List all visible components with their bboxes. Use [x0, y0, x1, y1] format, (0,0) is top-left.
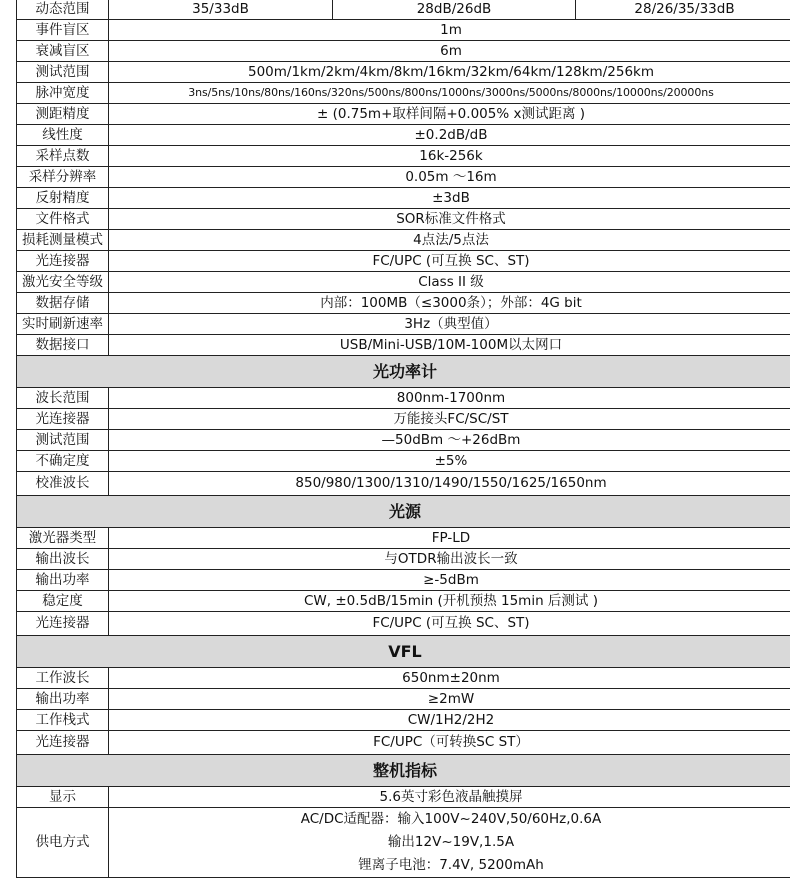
spec-label: 光连接器	[17, 731, 109, 755]
spec-label: 数据接口	[17, 335, 109, 356]
spec-row	[17, 0, 790, 20]
spec-label: 光连接器	[17, 612, 109, 636]
spec-label: 输出波长	[17, 549, 109, 570]
spec-label: 文件格式	[17, 209, 109, 230]
section-title: VFL	[17, 636, 790, 668]
spec-row	[17, 388, 790, 409]
spec-row	[17, 549, 790, 570]
spec-label: 衰减盲区	[17, 41, 109, 62]
spec-row	[17, 472, 790, 496]
section-title: 整机指标	[17, 755, 790, 787]
spec-row	[17, 409, 790, 430]
spec-label: 线性度	[17, 125, 109, 146]
spec-row	[17, 591, 790, 612]
spec-label: 实时刷新速率	[17, 314, 109, 335]
spec-value: 650nm±20nm	[109, 668, 790, 689]
spec-value: 500m/1km/2km/4km/8km/16km/32km/64km/128km/256km	[109, 62, 790, 83]
spec-label: 数据存储	[17, 293, 109, 314]
spec-table-body	[17, 0, 790, 878]
spec-row	[17, 146, 790, 167]
spec-label: 脉冲宽度	[17, 83, 109, 104]
spec-value: —50dBm ～+26dBm	[109, 430, 790, 451]
spec-row	[17, 335, 790, 356]
spec-label: 工作栈式	[17, 710, 109, 731]
spec-value: FC/UPC (可互换 SC、ST)	[109, 251, 790, 272]
spec-value: ± (0.75m+取样间隔+0.005% x测试距离 )	[109, 104, 790, 125]
spec-row	[17, 668, 790, 689]
spec-row	[17, 689, 790, 710]
spec-row	[17, 41, 790, 62]
spec-row	[17, 167, 790, 188]
spec-row	[17, 293, 790, 314]
spec-row	[17, 430, 790, 451]
spec-label: 稳定度	[17, 591, 109, 612]
spec-row	[17, 209, 790, 230]
spec-value: FC/UPC（可转换SC ST）	[109, 731, 790, 755]
spec-row	[17, 188, 790, 209]
spec-value: 800nm-1700nm	[109, 388, 790, 409]
spec-row	[17, 528, 790, 549]
spec-label: 显示	[17, 787, 109, 808]
spec-label: 动态范围	[17, 0, 109, 20]
spec-label: 采样点数	[17, 146, 109, 167]
spec-value: SOR标准文件格式	[109, 209, 790, 230]
spec-row	[17, 62, 790, 83]
spec-value: 3ns/5ns/10ns/80ns/160ns/320ns/500ns/800ns/1000ns/3000ns/5000ns/8000ns/10000ns/20000ns	[109, 83, 790, 104]
spec-label: 损耗测量模式	[17, 230, 109, 251]
spec-row	[17, 230, 790, 251]
spec-label: 测距精度	[17, 104, 109, 125]
spec-value: CW/1H2/2H2	[109, 710, 790, 731]
spec-value: 28dB/26dB	[333, 0, 576, 20]
spec-label: 测试范围	[17, 62, 109, 83]
spec-row	[17, 710, 790, 731]
spec-value: 3Hz（典型值）	[109, 314, 790, 335]
spec-value: 35/33dB	[109, 0, 333, 20]
spec-value: FC/UPC (可互换 SC、ST)	[109, 612, 790, 636]
spec-value: USB/Mini-USB/10M-100M以太网口	[109, 335, 790, 356]
spec-label: 输出功率	[17, 689, 109, 710]
spec-value: 与OTDR输出波长一致	[109, 549, 790, 570]
spec-row	[17, 314, 790, 335]
spec-value: 16k-256k	[109, 146, 790, 167]
spec-label: 波长范围	[17, 388, 109, 409]
spec-row	[17, 104, 790, 125]
spec-label: 反射精度	[17, 188, 109, 209]
section-header-row	[17, 636, 790, 668]
spec-value: 28/26/35/33dB	[576, 0, 790, 20]
spec-row	[17, 451, 790, 472]
spec-row	[17, 808, 790, 878]
spec-value: CW, ±0.5dB/15min (开机预热 15min 后测试 )	[109, 591, 790, 612]
spec-label: 校准波长	[17, 472, 109, 496]
spec-label: 不确定度	[17, 451, 109, 472]
spec-row	[17, 787, 790, 808]
spec-label: 光连接器	[17, 251, 109, 272]
section-header-row	[17, 755, 790, 787]
spec-value: ±0.2dB/dB	[109, 125, 790, 146]
spec-label: 供电方式	[17, 808, 109, 878]
spec-value	[109, 808, 790, 878]
spec-label: 工作波长	[17, 668, 109, 689]
spec-value: 0.05m ～16m	[109, 167, 790, 188]
spec-value: Class II 级	[109, 272, 790, 293]
spec-row	[17, 612, 790, 636]
spec-value-line: 输出12V~19V,1.5A	[387, 834, 515, 850]
section-title: 光功率计	[17, 356, 790, 388]
spec-row	[17, 20, 790, 41]
spec-label: 激光安全等级	[17, 272, 109, 293]
spec-value: ±5%	[109, 451, 790, 472]
spec-value: 850/980/1300/1310/1490/1550/1625/1650nm	[109, 472, 790, 496]
spec-label: 光连接器	[17, 409, 109, 430]
spec-value: 6m	[109, 41, 790, 62]
spec-value: 5.6英寸彩色液晶触摸屏	[109, 787, 790, 808]
spec-value: 内部：100MB（≤3000条）；外部：4G bit	[109, 293, 790, 314]
spec-label: 输出功率	[17, 570, 109, 591]
spec-value: ≥2mW	[109, 689, 790, 710]
spec-label: 测试范围	[17, 430, 109, 451]
spec-value: 4点法/5点法	[109, 230, 790, 251]
spec-value: 万能接头FC/SC/ST	[109, 409, 790, 430]
section-header-row	[17, 356, 790, 388]
spec-value: 1m	[109, 20, 790, 41]
section-title: 光源	[17, 496, 790, 528]
spec-row	[17, 251, 790, 272]
spec-value-line: 锂离子电池：7.4V, 5200mAh	[358, 857, 544, 873]
spec-label: 采样分辨率	[17, 167, 109, 188]
spec-row	[17, 272, 790, 293]
spec-row	[17, 570, 790, 591]
spec-row	[17, 83, 790, 104]
spec-value: FP-LD	[109, 528, 790, 549]
spec-label: 事件盲区	[17, 20, 109, 41]
spec-table	[16, 0, 790, 878]
spec-row	[17, 125, 790, 146]
spec-value: ≥-5dBm	[109, 570, 790, 591]
section-header-row	[17, 496, 790, 528]
spec-value-line: AC/DC适配器：输入100V~240V,50/60Hz,0.6A	[300, 811, 602, 827]
spec-label: 激光器类型	[17, 528, 109, 549]
spec-value: ±3dB	[109, 188, 790, 209]
spec-row	[17, 731, 790, 755]
